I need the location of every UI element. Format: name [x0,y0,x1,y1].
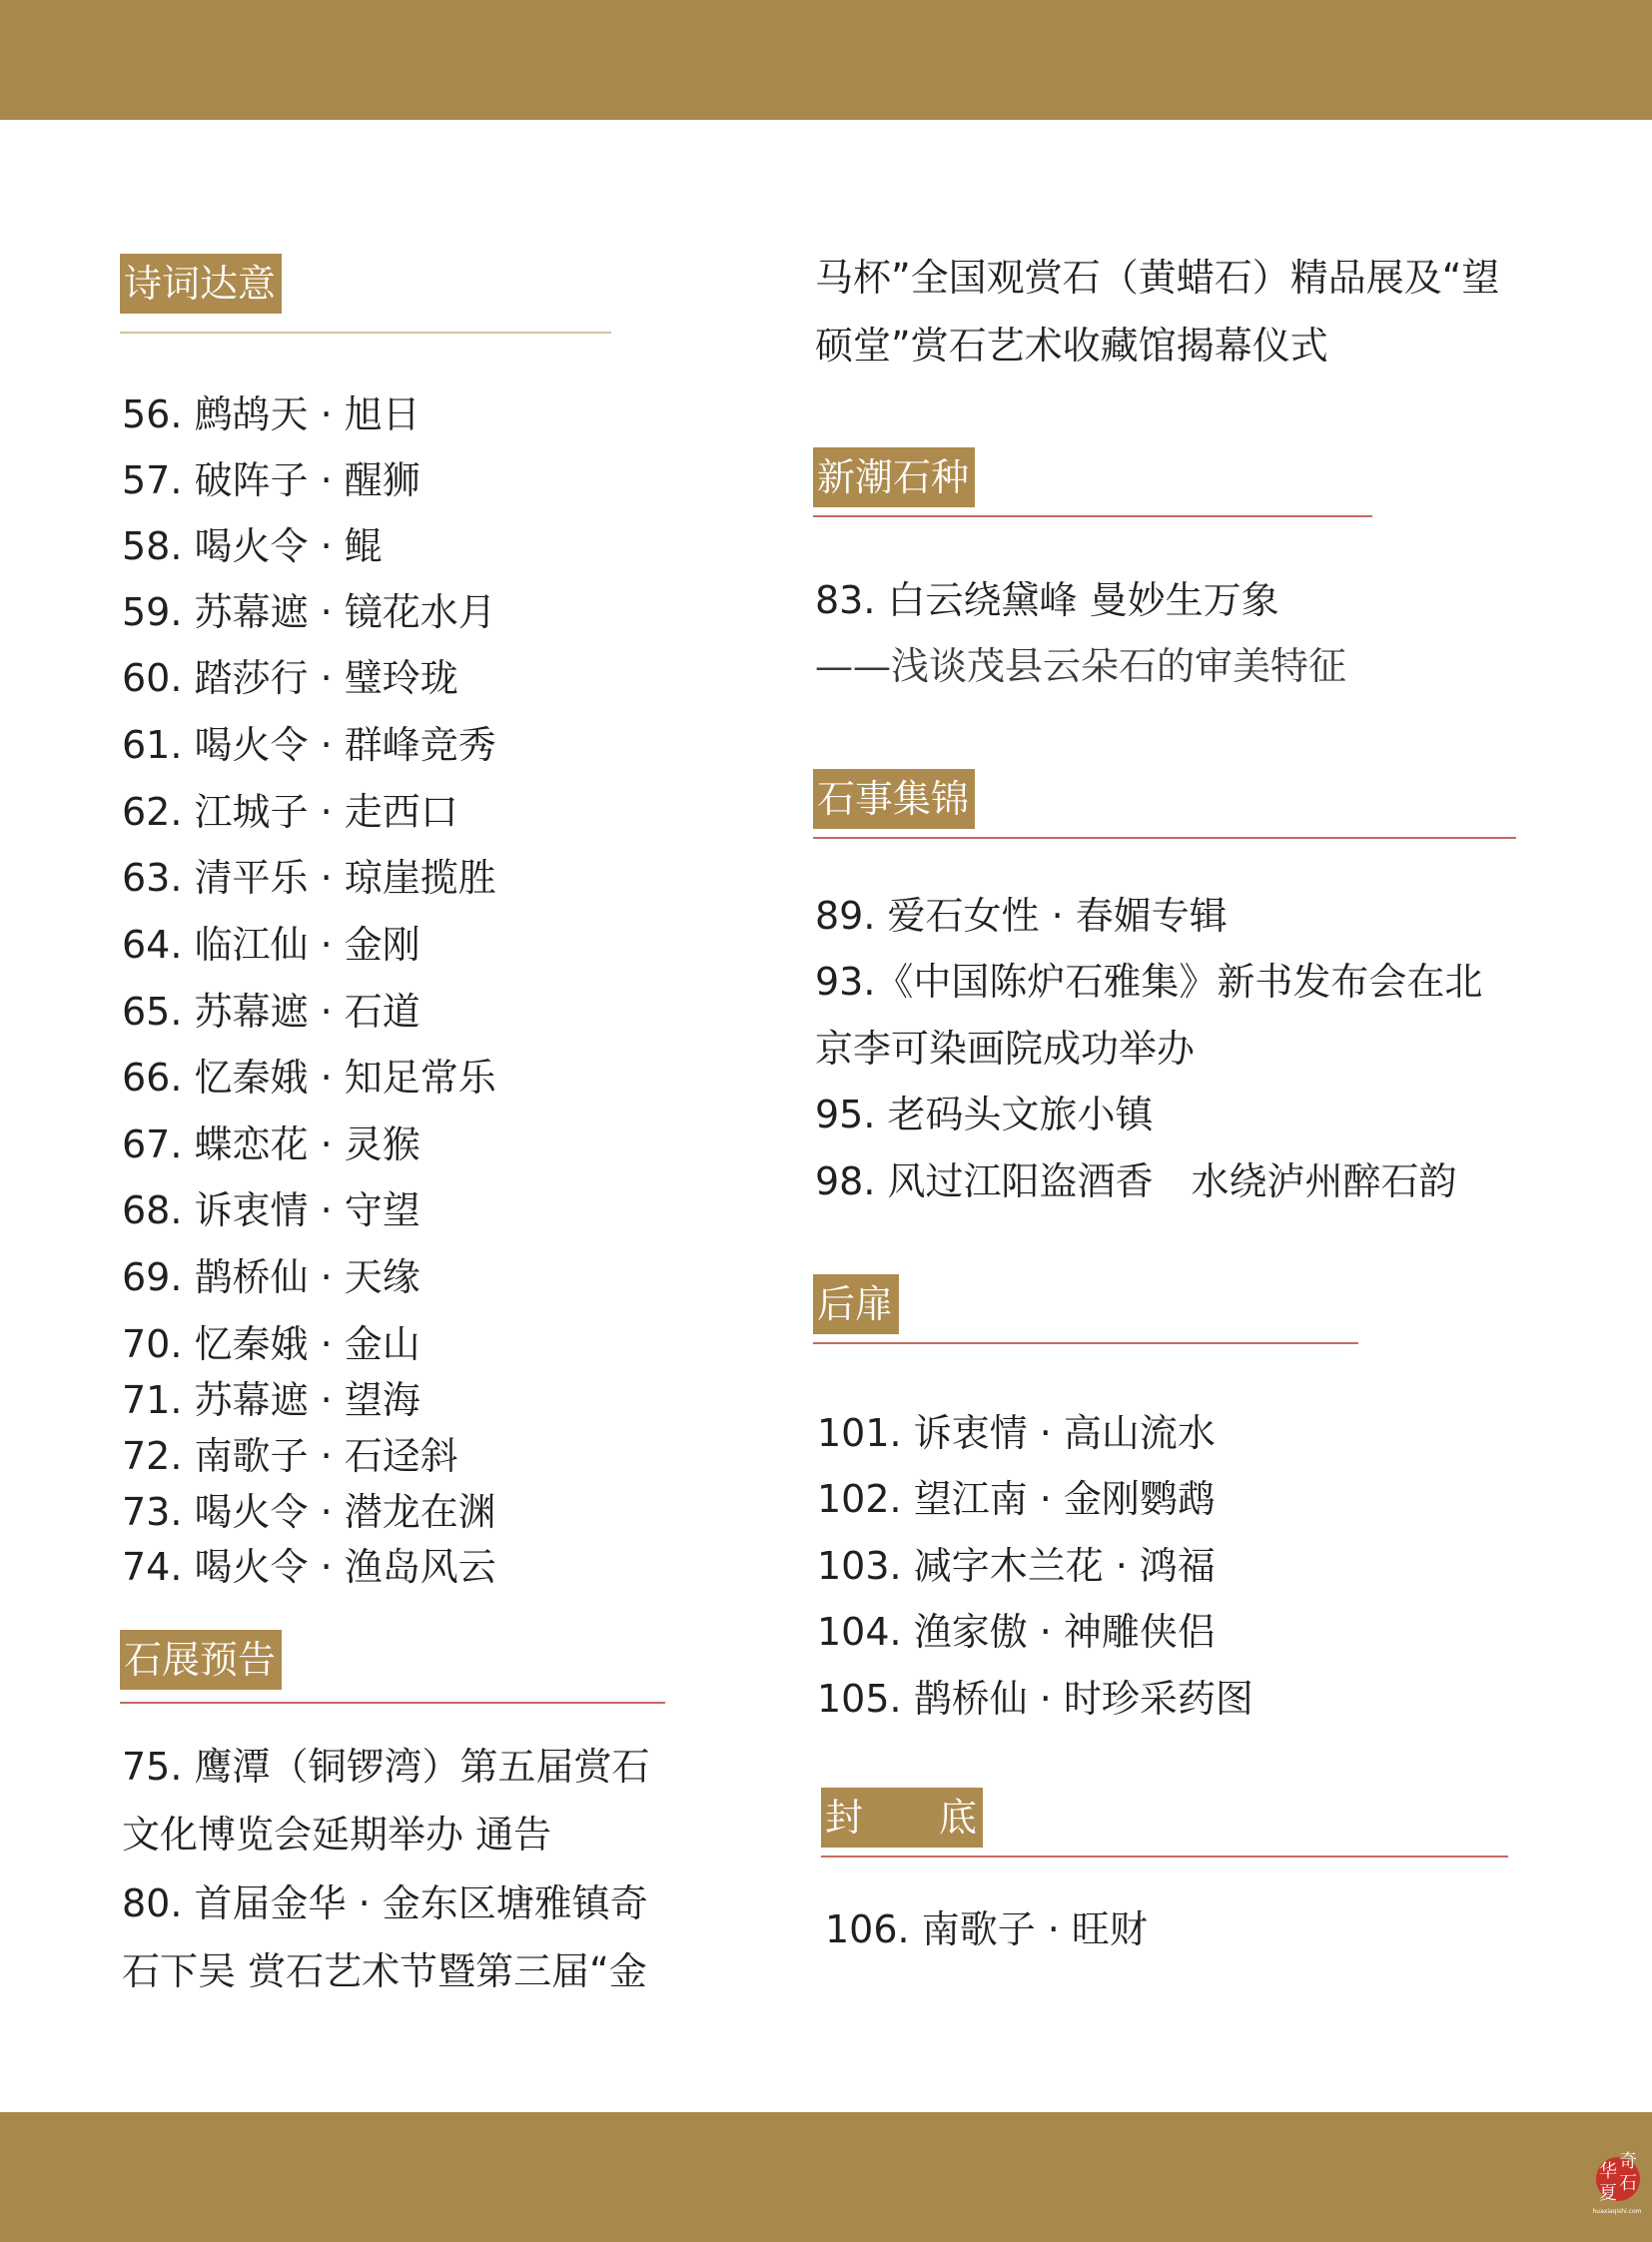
section-divider [120,1702,665,1704]
toc-entry[interactable]: 71. 苏幕遮 · 望海 [122,1378,420,1422]
toc-entry[interactable]: 102. 望江南 · 金刚鹦鹉 [817,1477,1216,1521]
toc-entry[interactable]: 106. 南歌子 · 旺财 [825,1907,1148,1951]
toc-entry[interactable]: 60. 踏莎行 · 璧玲珑 [122,656,458,700]
toc-entry[interactable]: 70. 忆秦娥 · 金山 [122,1322,420,1366]
toc-entry[interactable]: 61. 喝火令 · 群峰竞秀 [122,723,496,767]
section-divider [813,515,1372,517]
toc-entry-subtitle: ——浅谈茂县云朵石的审美特征 [815,644,1347,688]
toc-entry-continued[interactable]: 硕堂”赏石艺术收藏馆揭幕仪式 [815,324,1328,368]
toc-entry[interactable]: 59. 苏幕遮 · 镜花水月 [122,590,496,634]
toc-entry[interactable]: 66. 忆秦娥 · 知足常乐 [122,1056,496,1100]
toc-entry[interactable]: 67. 蝶恋花 · 灵猴 [122,1122,420,1166]
toc-entry-continued[interactable]: 马杯”全国观赏石（黄蜡石）精品展及“望 [815,256,1500,300]
svg-text:石: 石 [1619,2173,1637,2194]
toc-entry[interactable]: 101. 诉衷情 · 高山流水 [817,1411,1216,1455]
toc-entry[interactable]: 103. 减字木兰花 · 鸿福 [817,1544,1216,1588]
section-title-shici: 诗词达意 [120,254,282,314]
toc-entry[interactable]: 69. 鹊桥仙 · 天缘 [122,1255,420,1299]
toc-entry[interactable]: 74. 喝火令 · 渔岛风云 [122,1545,496,1589]
toc-entry[interactable]: 104. 渔家傲 · 神雕侠侣 [817,1610,1216,1654]
section-title-houfei: 后扉 [813,1274,899,1334]
toc-entry[interactable]: 83. 白云绕黛峰 曼妙生万象 [815,578,1279,622]
toc-entry[interactable]: 56. 鹧鸪天 · 旭日 [122,392,420,436]
section-divider [813,1342,1358,1344]
toc-entry-continued[interactable]: 文化博览会延期举办 通告 [122,1813,552,1857]
toc-entry[interactable]: 65. 苏幕遮 · 石道 [122,990,420,1034]
top-banner [0,0,1652,120]
toc-entry-continued[interactable]: 石下吴 赏石艺术节暨第三届“金 [122,1949,647,1993]
toc-entry[interactable]: 58. 喝火令 · 鲲 [122,524,383,568]
toc-entry[interactable]: 68. 诉衷情 · 守望 [122,1188,420,1232]
toc-entry[interactable]: 95. 老码头文旅小镇 [815,1093,1154,1136]
section-title-fengdi: 封 底 [821,1788,983,1848]
svg-text:奇: 奇 [1619,2151,1637,2172]
toc-entry[interactable]: 72. 南歌子 · 石迳斜 [122,1434,458,1478]
toc-entry[interactable]: 64. 临江仙 · 金刚 [122,923,420,967]
toc-entry[interactable]: 98. 风过江阳盗酒香 水绕泸州醉石韵 [815,1159,1457,1203]
svg-text:夏: 夏 [1599,2183,1617,2204]
toc-entry[interactable]: 80. 首届金华 · 金东区塘雅镇奇 [122,1881,648,1925]
section-divider [120,332,611,334]
toc-entry[interactable]: 75. 鹰潭（铜锣湾）第五届赏石 [122,1745,650,1789]
toc-entry[interactable]: 89. 爱石女性 · 春媚专辑 [815,894,1228,938]
toc-entry-continued[interactable]: 京李可染画院成功举办 [815,1027,1196,1071]
section-title-shizhan: 石展预告 [120,1630,282,1690]
section-divider [813,837,1516,839]
toc-entry[interactable]: 73. 喝火令 · 潜龙在渊 [122,1490,496,1534]
section-title-shishi: 石事集锦 [813,769,975,829]
svg-text:华: 华 [1599,2161,1617,2182]
toc-entry[interactable]: 105. 鹊桥仙 · 时珍采药图 [817,1677,1253,1721]
section-divider [821,1856,1508,1858]
toc-entry[interactable]: 57. 破阵子 · 醒狮 [122,458,420,502]
bottom-banner [0,2112,1652,2242]
toc-entry[interactable]: 63. 清平乐 · 琼崖揽胜 [122,856,496,900]
toc-entry[interactable]: 62. 江城子 · 走西口 [122,790,458,834]
toc-entry[interactable]: 93.《中国陈炉石雅集》新书发布会在北 [815,960,1483,1004]
watermark-seal-logo [1588,2149,1646,2229]
section-title-xinchao: 新潮石种 [813,447,975,507]
svg-text:huaxiaqishi.com: huaxiaqishi.com [1592,2208,1642,2215]
